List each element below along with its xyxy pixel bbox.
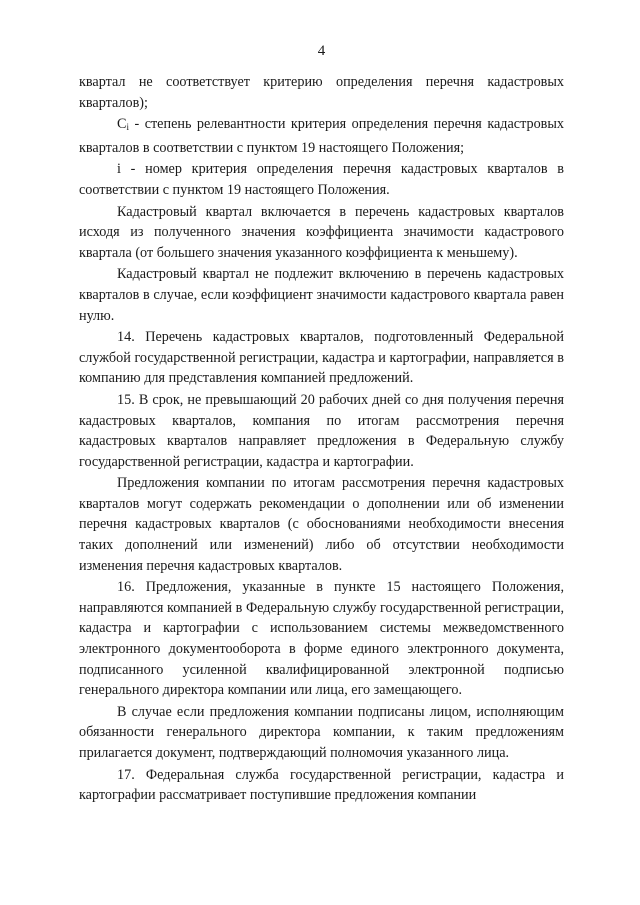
paragraph-quarter-exclusion: Кадастровый квартал не подлежит включению в перечень кадастровых кварталов в случае, если коэффициент значимости кадастрового квартала равен нулю.	[79, 266, 564, 324]
ci-symbol-subscript: i	[126, 122, 129, 133]
paragraph-item-16: 16. Предложения, указанные в пункте 15 настоящего Положения, направляются компанией в Федеральную службу государственной регистрации, кадастра и картографии с использованием системы межведомственного электронного документооборота в форме единого электронного документа, подписанного усиленной квалифицированной электронной подписью генерального директора компании или лица, его замещающего.	[79, 579, 564, 699]
ci-definition-text: степень релевантности критерия определения перечня кадастровых кварталов в соответствии с пунктом 19 настоящего Положения;	[79, 116, 564, 156]
ci-dash: -	[128, 116, 145, 133]
paragraph-acting-director: В случае если предложения компании подписаны лицом, исполняющим обязанности генерального директора компании, к таким предложениям прилагается документ, подтверждающий полномочия указанного лица.	[79, 703, 564, 761]
ci-symbol-base: C	[117, 116, 127, 133]
paragraph-proposals-content: Предложения компании по итогам рассмотрения перечня кадастровых кварталов могут содержать рекомендации о дополнении или об изменении перечня кадастровых кварталов (с обоснованиями необходимости внесения таких дополнений или изменений) либо об отсутствии необходимости изменения перечня кадастровых кварталов.	[79, 475, 564, 574]
paragraph-ci-definition	[79, 114, 564, 158]
paragraph-quarter-inclusion: Кадастровый квартал включается в перечень кадастровых кварталов исходя из полученного значения коэффициента значимости кадастрового квартала (от большего значения указанного коэффициента к меньшему).	[79, 203, 564, 261]
paragraph-i-definition: i - номер критерия определения перечня кадастровых кварталов в соответствии с пунктом 19 настоящего Положения.	[79, 161, 564, 198]
paragraph-item-17: 17. Федеральная служба государственной регистрации, кадастра и картографии рассматривает поступившие предложения компании	[79, 766, 564, 804]
paragraph-continuation: квартал не соответствует критерию определения перечня кадастровых кварталов);	[79, 74, 564, 111]
paragraph-item-14: 14. Перечень кадастровых кварталов, подготовленный Федеральной службой государственной регистрации, кадастра и картографии, направляется в компанию для представления компанией предложений.	[79, 329, 564, 387]
paragraph-item-15: 15. В срок, не превышающий 20 рабочих дней со дня получения перечня кадастровых кварталов, компания по итогам рассмотрения перечня кадастровых кварталов направляет предложения в Федеральную службу государственной регистрации, кадастра и картографии.	[79, 391, 564, 470]
page-number: 4	[317, 43, 326, 59]
ci-symbol	[117, 116, 129, 132]
